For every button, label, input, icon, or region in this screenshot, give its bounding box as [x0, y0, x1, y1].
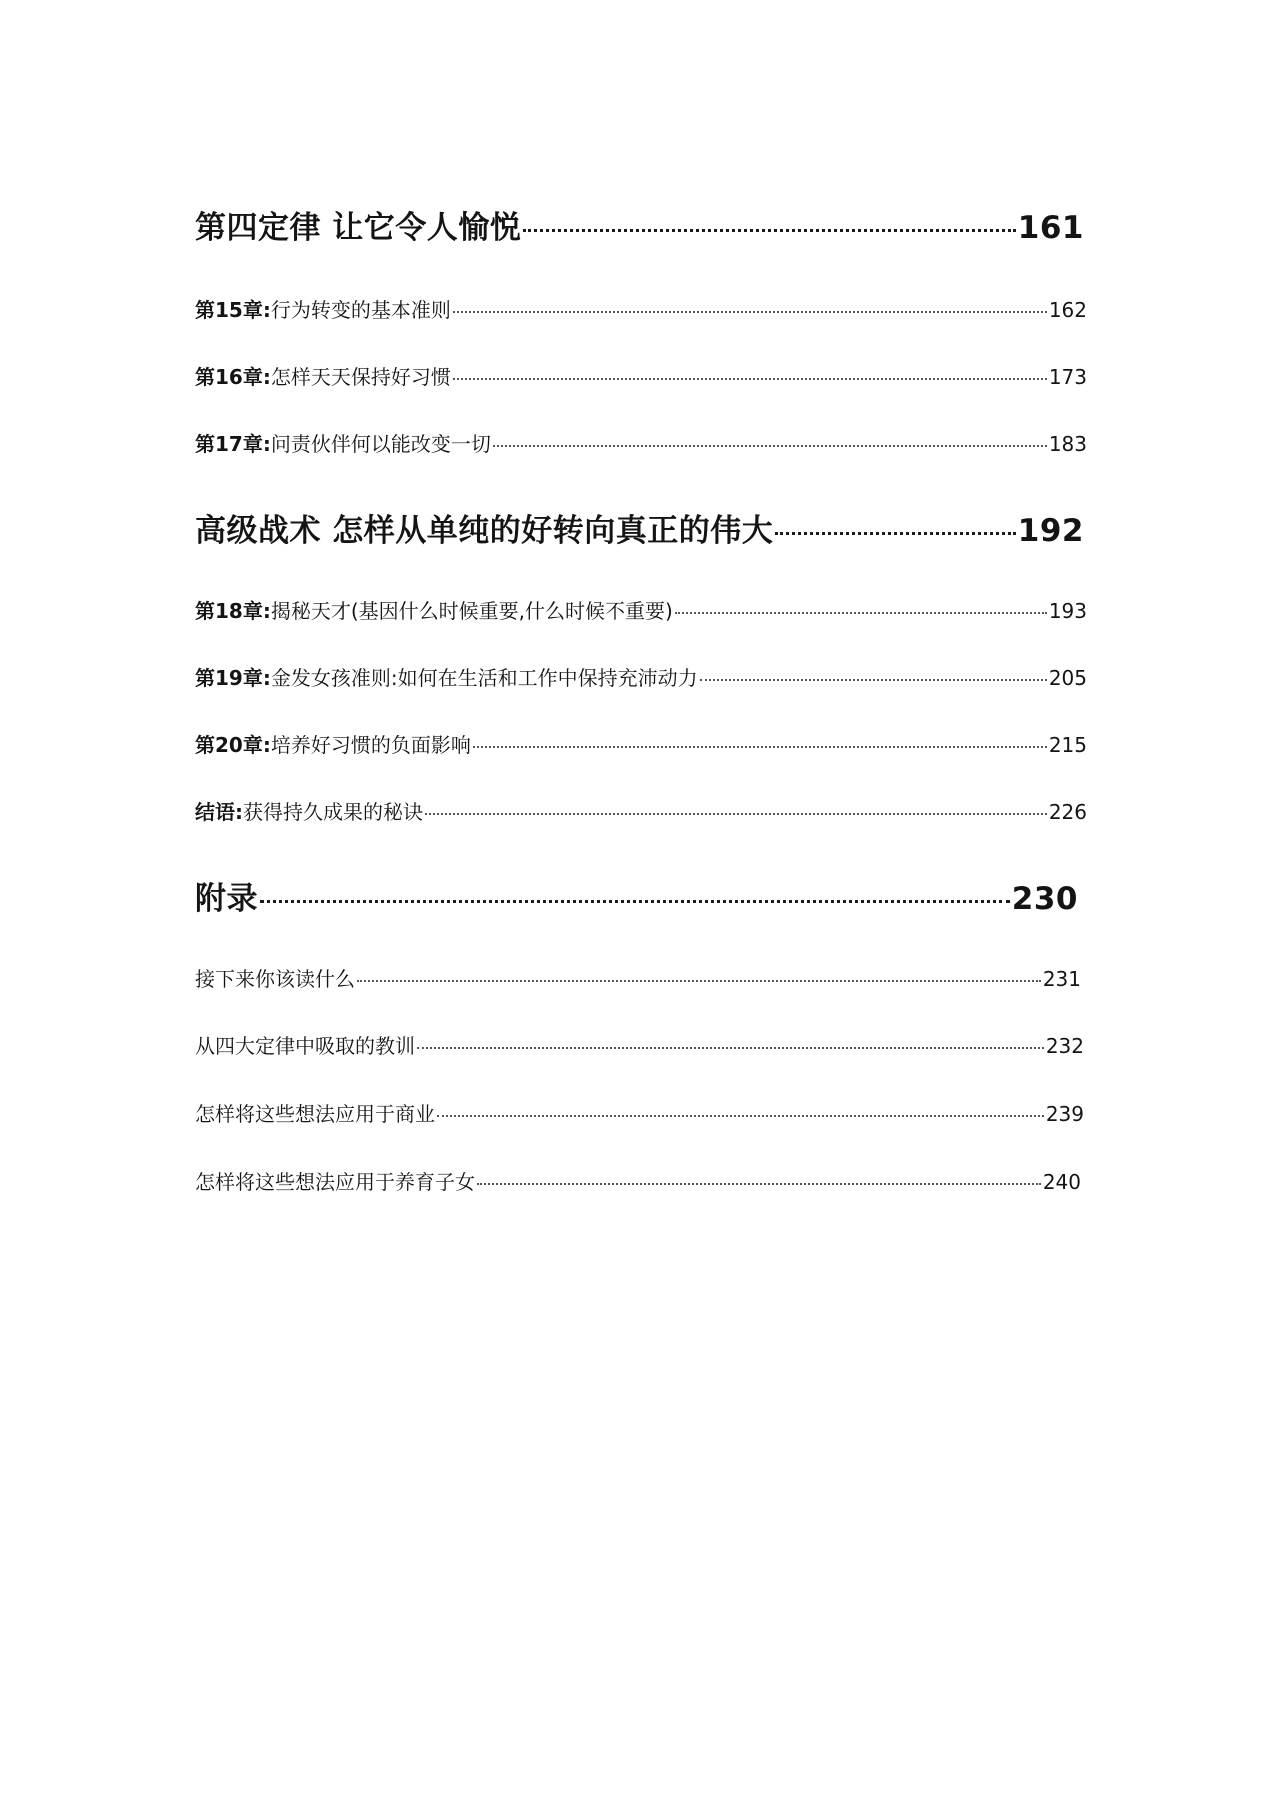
dot-leader — [260, 869, 1010, 903]
section-heading-title: 附录 — [195, 881, 258, 917]
chapter-page: 226 — [1048, 800, 1087, 824]
toc-entry — [195, 963, 1081, 992]
section-heading-page: 161 — [1017, 210, 1084, 246]
section-heading-title: 第四定律 让它令人愉悦 — [195, 210, 522, 246]
section-heading-title: 高级战术 怎样从单纯的好转向真正的伟大 — [195, 513, 774, 549]
dot-leader — [473, 726, 1047, 748]
dot-leader — [493, 425, 1047, 447]
dot-leader — [700, 659, 1047, 681]
chapter-title: 怎样将这些想法应用于养育子女 — [195, 1170, 475, 1194]
chapter-title: 怎样天天保持好习惯 — [270, 365, 451, 389]
section-heading-page: 192 — [1017, 513, 1084, 549]
chapter-number: 第16章: — [195, 365, 271, 389]
chapter-title: 问责伙伴何以能改变一切 — [270, 432, 491, 456]
toc-entry — [195, 294, 1087, 323]
dot-leader — [775, 501, 1015, 535]
section-heading-page: 230 — [1011, 881, 1078, 917]
toc-entry — [195, 662, 1087, 691]
chapter-number: 第15章: — [195, 298, 271, 322]
chapter-page: 173 — [1048, 365, 1087, 389]
toc-entry — [195, 1098, 1084, 1127]
chapter-number: 第19章: — [195, 666, 271, 690]
chapter-title: 获得持久成果的秘诀 — [243, 800, 423, 824]
chapter-title: 培养好习惯的负面影响 — [270, 733, 471, 757]
dot-leader — [523, 198, 1015, 232]
chapter-title: 揭秘天才(基因什么时候重要,什么时候不重要) — [270, 599, 673, 623]
chapter-page: 193 — [1048, 599, 1087, 623]
dot-leader — [425, 793, 1047, 815]
chapter-page: 215 — [1048, 733, 1087, 757]
dot-leader — [437, 1095, 1044, 1117]
toc-entry — [195, 1166, 1081, 1195]
chapter-title: 金发女孩准则:如何在生活和工作中保持充沛动力 — [270, 666, 698, 690]
section-heading — [195, 505, 1084, 550]
chapter-page: 232 — [1045, 1034, 1084, 1058]
section-heading — [195, 202, 1084, 247]
toc-entry — [195, 428, 1087, 457]
chapter-page: 240 — [1042, 1170, 1081, 1194]
chapter-page: 239 — [1045, 1102, 1084, 1126]
toc-entry — [195, 1030, 1084, 1059]
dot-leader — [417, 1027, 1044, 1049]
chapter-page: 231 — [1042, 967, 1081, 991]
dot-leader — [357, 960, 1041, 982]
dot-leader — [477, 1163, 1041, 1185]
toc-entry — [195, 796, 1087, 825]
dot-leader — [675, 592, 1047, 614]
chapter-page: 183 — [1048, 432, 1087, 456]
chapter-title: 接下来你该读什么 — [195, 967, 355, 991]
chapter-number: 第18章: — [195, 599, 271, 623]
dot-leader — [453, 358, 1047, 380]
chapter-page: 162 — [1048, 298, 1087, 322]
toc-entry — [195, 595, 1087, 624]
chapter-number: 结语: — [195, 800, 243, 824]
chapter-number: 第17章: — [195, 432, 271, 456]
chapter-title: 行为转变的基本准则 — [270, 298, 451, 322]
dot-leader — [453, 291, 1047, 313]
section-heading — [195, 873, 1078, 918]
chapter-number: 第20章: — [195, 733, 271, 757]
chapter-title: 从四大定律中吸取的教训 — [195, 1034, 415, 1058]
toc-entry — [195, 361, 1087, 390]
toc-entry — [195, 729, 1087, 758]
chapter-page: 205 — [1048, 666, 1087, 690]
chapter-title: 怎样将这些想法应用于商业 — [195, 1102, 435, 1126]
